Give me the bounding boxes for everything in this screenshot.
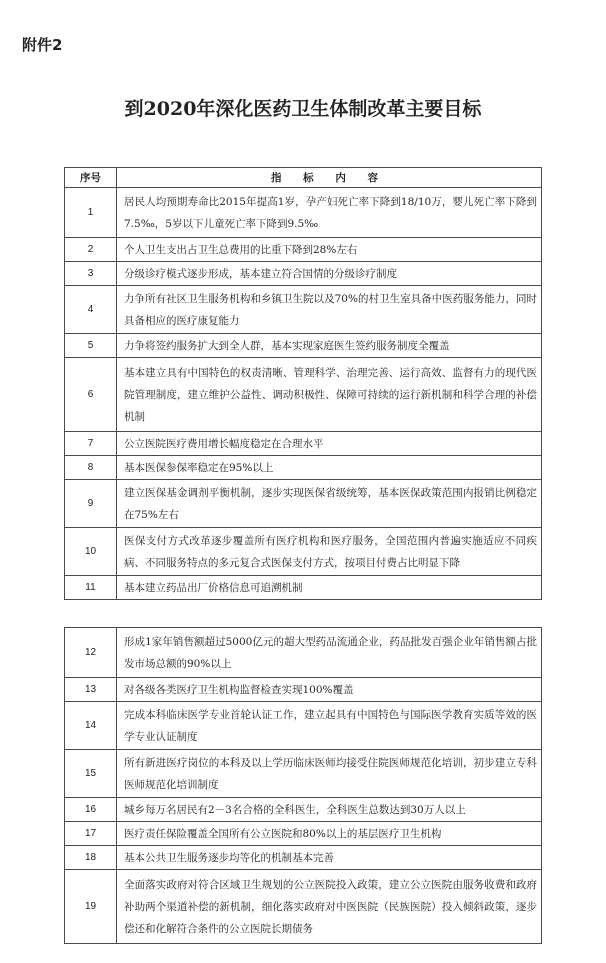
row-number: 12 [65,628,117,678]
table-row [65,798,542,822]
row-indicator-text: 力争所有社区卫生服务机构和乡镇卫生院以及70%的村卫生室具备中医药服务能力，同时具备相应的医疗康复能力 [117,286,542,334]
row-number: 5 [65,334,117,358]
attachment-label: 附件2 [22,36,63,54]
table-row [65,480,542,528]
row-number: 8 [65,456,117,480]
header-seq: 序号 [65,168,117,188]
row-indicator-text: 力争将签约服务扩大到全人群，基本实现家庭医生签约服务制度全覆盖 [117,334,542,358]
row-indicator-text: 对各级各类医疗卫生机构监督检查实现100%覆盖 [117,678,542,702]
row-number: 18 [65,846,117,870]
row-number: 1 [65,188,117,238]
table-row [65,262,542,286]
table-row [65,750,542,798]
table-row [65,456,542,480]
row-indicator-text: 公立医院医疗费用增长幅度稳定在合理水平 [117,432,542,456]
row-indicator-text: 分级诊疗模式逐步形成，基本建立符合国情的分级诊疗制度 [117,262,542,286]
table-row [65,576,542,600]
table-row [65,358,542,432]
row-indicator-text: 基本医保参保率稳定在95%以上 [117,456,542,480]
row-indicator-text: 形成1家年销售额超过5000亿元的超大型药品流通企业，药品批发百强企业年销售额占批发市场总额的90%以上 [117,628,542,678]
row-number: 13 [65,678,117,702]
table-row [65,628,542,678]
row-number: 7 [65,432,117,456]
row-indicator-text: 基本建立具有中国特色的权责清晰、管理科学、治理完善、运行高效、监督有力的现代医院管理制度，建立维护公益性、调动积极性、保障可持续的运行新机制和科学合理的补偿机制 [117,358,542,432]
row-indicator-text: 医疗责任保险覆盖全国所有公立医院和80%以上的基层医疗卫生机构 [117,822,542,846]
row-number: 16 [65,798,117,822]
row-indicator-text: 基本公共卫生服务逐步均等化的机制基本完善 [117,846,542,870]
row-number: 2 [65,238,117,262]
row-number: 4 [65,286,117,334]
page-title: 到2020年深化医药卫生体制改革主要目标 [124,98,482,120]
row-indicator-text: 居民人均预期寿命比2015年提高1岁，孕产妇死亡率下降到18/10万，婴儿死亡率下降到7.5‰，5岁以下儿童死亡率下降到9.5‰ [117,188,542,238]
row-indicator-text: 医保支付方式改革逐步覆盖所有医疗机构和医疗服务，全国范围内普遍实施适应不同疾病、不同服务特点的多元复合式医保支付方式，按项目付费占比明显下降 [117,528,542,576]
row-indicator-text: 城乡每万名居民有2－3名合格的全科医生，全科医生总数达到30万人以上 [117,798,542,822]
row-number: 3 [65,262,117,286]
row-indicator-text: 个人卫生支出占卫生总费用的比重下降到28%左右 [117,238,542,262]
goals-table-part2 [64,627,542,944]
table-row [65,822,542,846]
row-number: 9 [65,480,117,528]
table-row [65,238,542,262]
table-row [65,846,542,870]
row-indicator-text: 所有新进医疗岗位的本科及以上学历临床医师均接受住院医师规范化培训，初步建立专科医师规范化培训制度 [117,750,542,798]
row-indicator-text: 基本建立药品出厂价格信息可追溯机制 [117,576,542,600]
row-indicator-text: 完成本科临床医学专业首轮认证工作，建立起具有中国特色与国际医学教育实质等效的医学专业认证制度 [117,702,542,750]
goals-table-part1 [64,167,542,600]
row-indicator-text: 全面落实政府对符合区域卫生规划的公立医院投入政策，建立公立医院由服务收费和政府补助两个渠道补偿的新机制，细化落实政府对中医医院（民族医院）投入倾斜政策，逐步偿还和化解符合条件的公立医院长期债务 [117,870,542,944]
table-row [65,432,542,456]
row-number: 6 [65,358,117,432]
table-row [65,702,542,750]
table-row [65,286,542,334]
row-number: 11 [65,576,117,600]
row-number: 14 [65,702,117,750]
table-row [65,870,542,944]
table-row [65,188,542,238]
row-number: 15 [65,750,117,798]
row-number: 17 [65,822,117,846]
row-number: 10 [65,528,117,576]
table-row [65,334,542,358]
row-indicator-text: 建立医保基金调剂平衡机制，逐步实现医保省级统筹，基本医保政策范围内报销比例稳定在75%左右 [117,480,542,528]
row-number: 19 [65,870,117,944]
header-indicator: 指 标 内 容 [117,168,542,188]
table-row [65,528,542,576]
table-row [65,678,542,702]
table-header-row [65,168,542,188]
